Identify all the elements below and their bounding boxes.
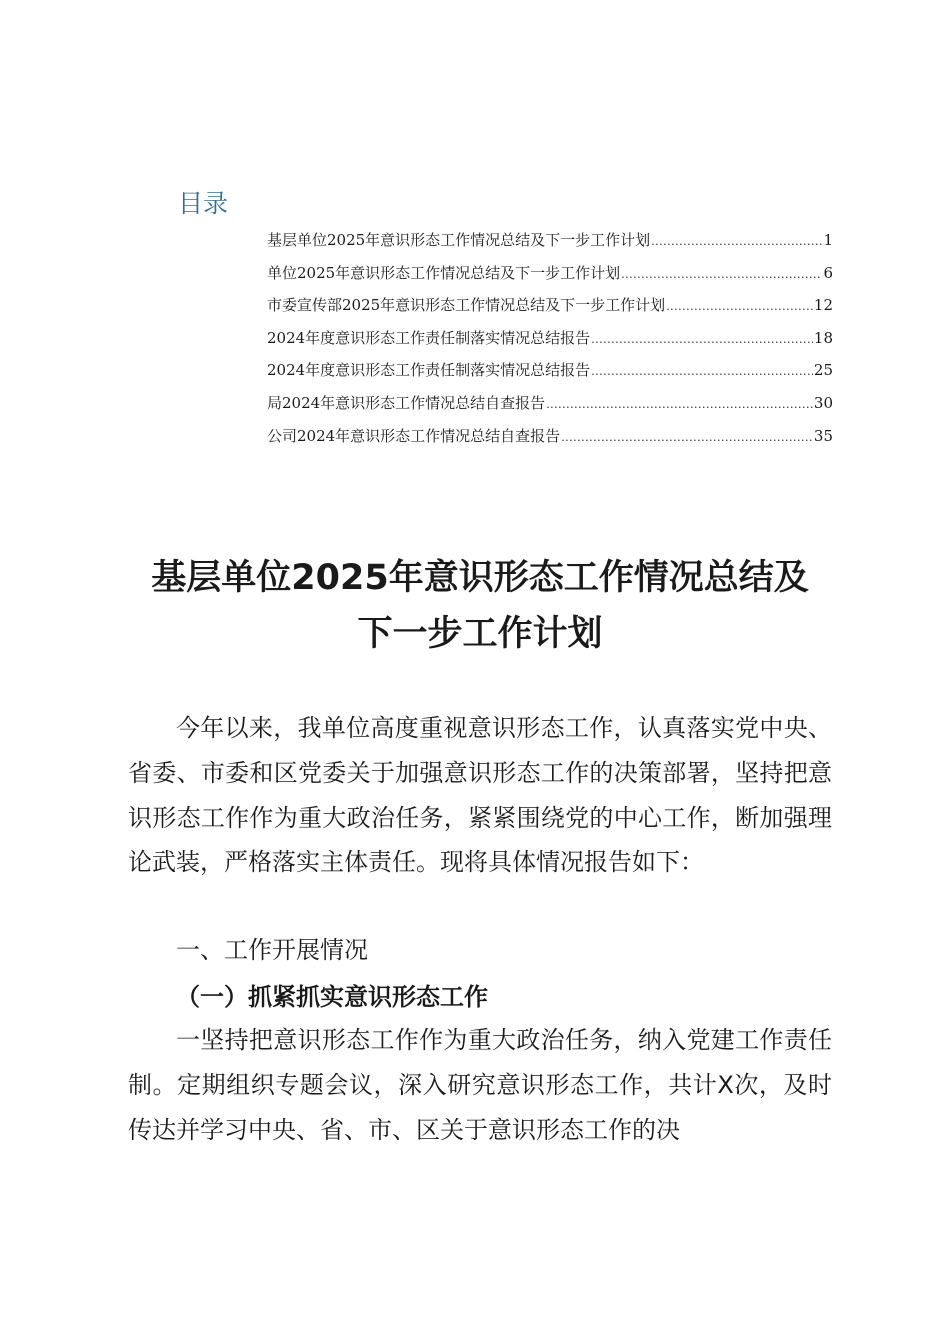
toc-leader-dots xyxy=(666,300,813,313)
toc-entry[interactable] xyxy=(267,327,833,360)
toc-entry-page: 6 xyxy=(823,263,833,282)
toc-leader-dots xyxy=(651,235,822,248)
toc-entry[interactable] xyxy=(267,262,833,295)
toc-heading: 目录 xyxy=(178,189,229,218)
toc-entry[interactable] xyxy=(267,425,833,458)
toc-entry[interactable] xyxy=(267,294,833,327)
toc-entry-page: 18 xyxy=(813,328,833,347)
toc-entry[interactable] xyxy=(267,229,833,262)
toc-leader-dots xyxy=(546,398,813,411)
toc-entry-title: 2024年度意识形态工作责任制落实情况总结报告 xyxy=(267,328,591,347)
toc-entry-title: 单位2025年意识形态工作情况总结及下一步工作计划 xyxy=(267,263,621,282)
body-paragraph: 一坚持把意识形态工作作为重大政治任务，纳入党建工作责任制。定期组织专题会议，深入研究意识形态工作，共计X次，及时传达并学习中央、省、市、区关于意识形态工作的决 xyxy=(128,1026,832,1144)
toc-entry-page: 35 xyxy=(813,426,833,445)
toc-entry-page: 25 xyxy=(813,361,833,380)
toc-entry-page: 30 xyxy=(813,393,833,412)
document-title-line-2: 下一步工作计划 xyxy=(357,614,603,654)
subsection-heading: （一）抓紧抓实意识形态工作 xyxy=(176,983,488,1011)
toc-leader-dots xyxy=(591,333,813,346)
document-title-line-1: 基层单位2025年意识形态工作情况总结及 xyxy=(151,558,809,598)
toc-entry[interactable] xyxy=(267,359,833,392)
toc-entry-title: 市委宣传部2025年意识形态工作情况总结及下一步工作计划 xyxy=(267,296,666,315)
toc-entry-title: 局2024年意识形态工作情况总结自查报告 xyxy=(267,393,546,412)
document-title xyxy=(100,550,860,662)
toc-entry-title: 基层单位2025年意识形态工作情况总结及下一步工作计划 xyxy=(267,231,651,249)
toc-leader-dots xyxy=(591,365,813,378)
toc-entry-title: 2024年度意识形态工作责任制落实情况总结报告 xyxy=(267,361,591,380)
table-of-contents xyxy=(267,229,833,457)
toc-entry-title: 公司2024年意识形态工作情况总结自查报告 xyxy=(267,426,561,445)
toc-entry-page: 1 xyxy=(823,231,833,249)
toc-leader-dots xyxy=(561,431,813,444)
toc-entry[interactable] xyxy=(267,392,833,425)
toc-entry-page: 12 xyxy=(813,296,833,315)
section-heading: 一、工作开展情况 xyxy=(176,936,368,964)
toc-leader-dots xyxy=(621,268,822,281)
intro-paragraph: 今年以来，我单位高度重视意识形态工作，认真落实党中央、省委、市委和区党委关于加强意识形态工作的决策部署，坚持把意识形态工作作为重大政治任务，紧紧围绕党的中心工作，断加强理论武装，严格落实主体责任。现将具体情况报告如下： xyxy=(128,714,832,877)
